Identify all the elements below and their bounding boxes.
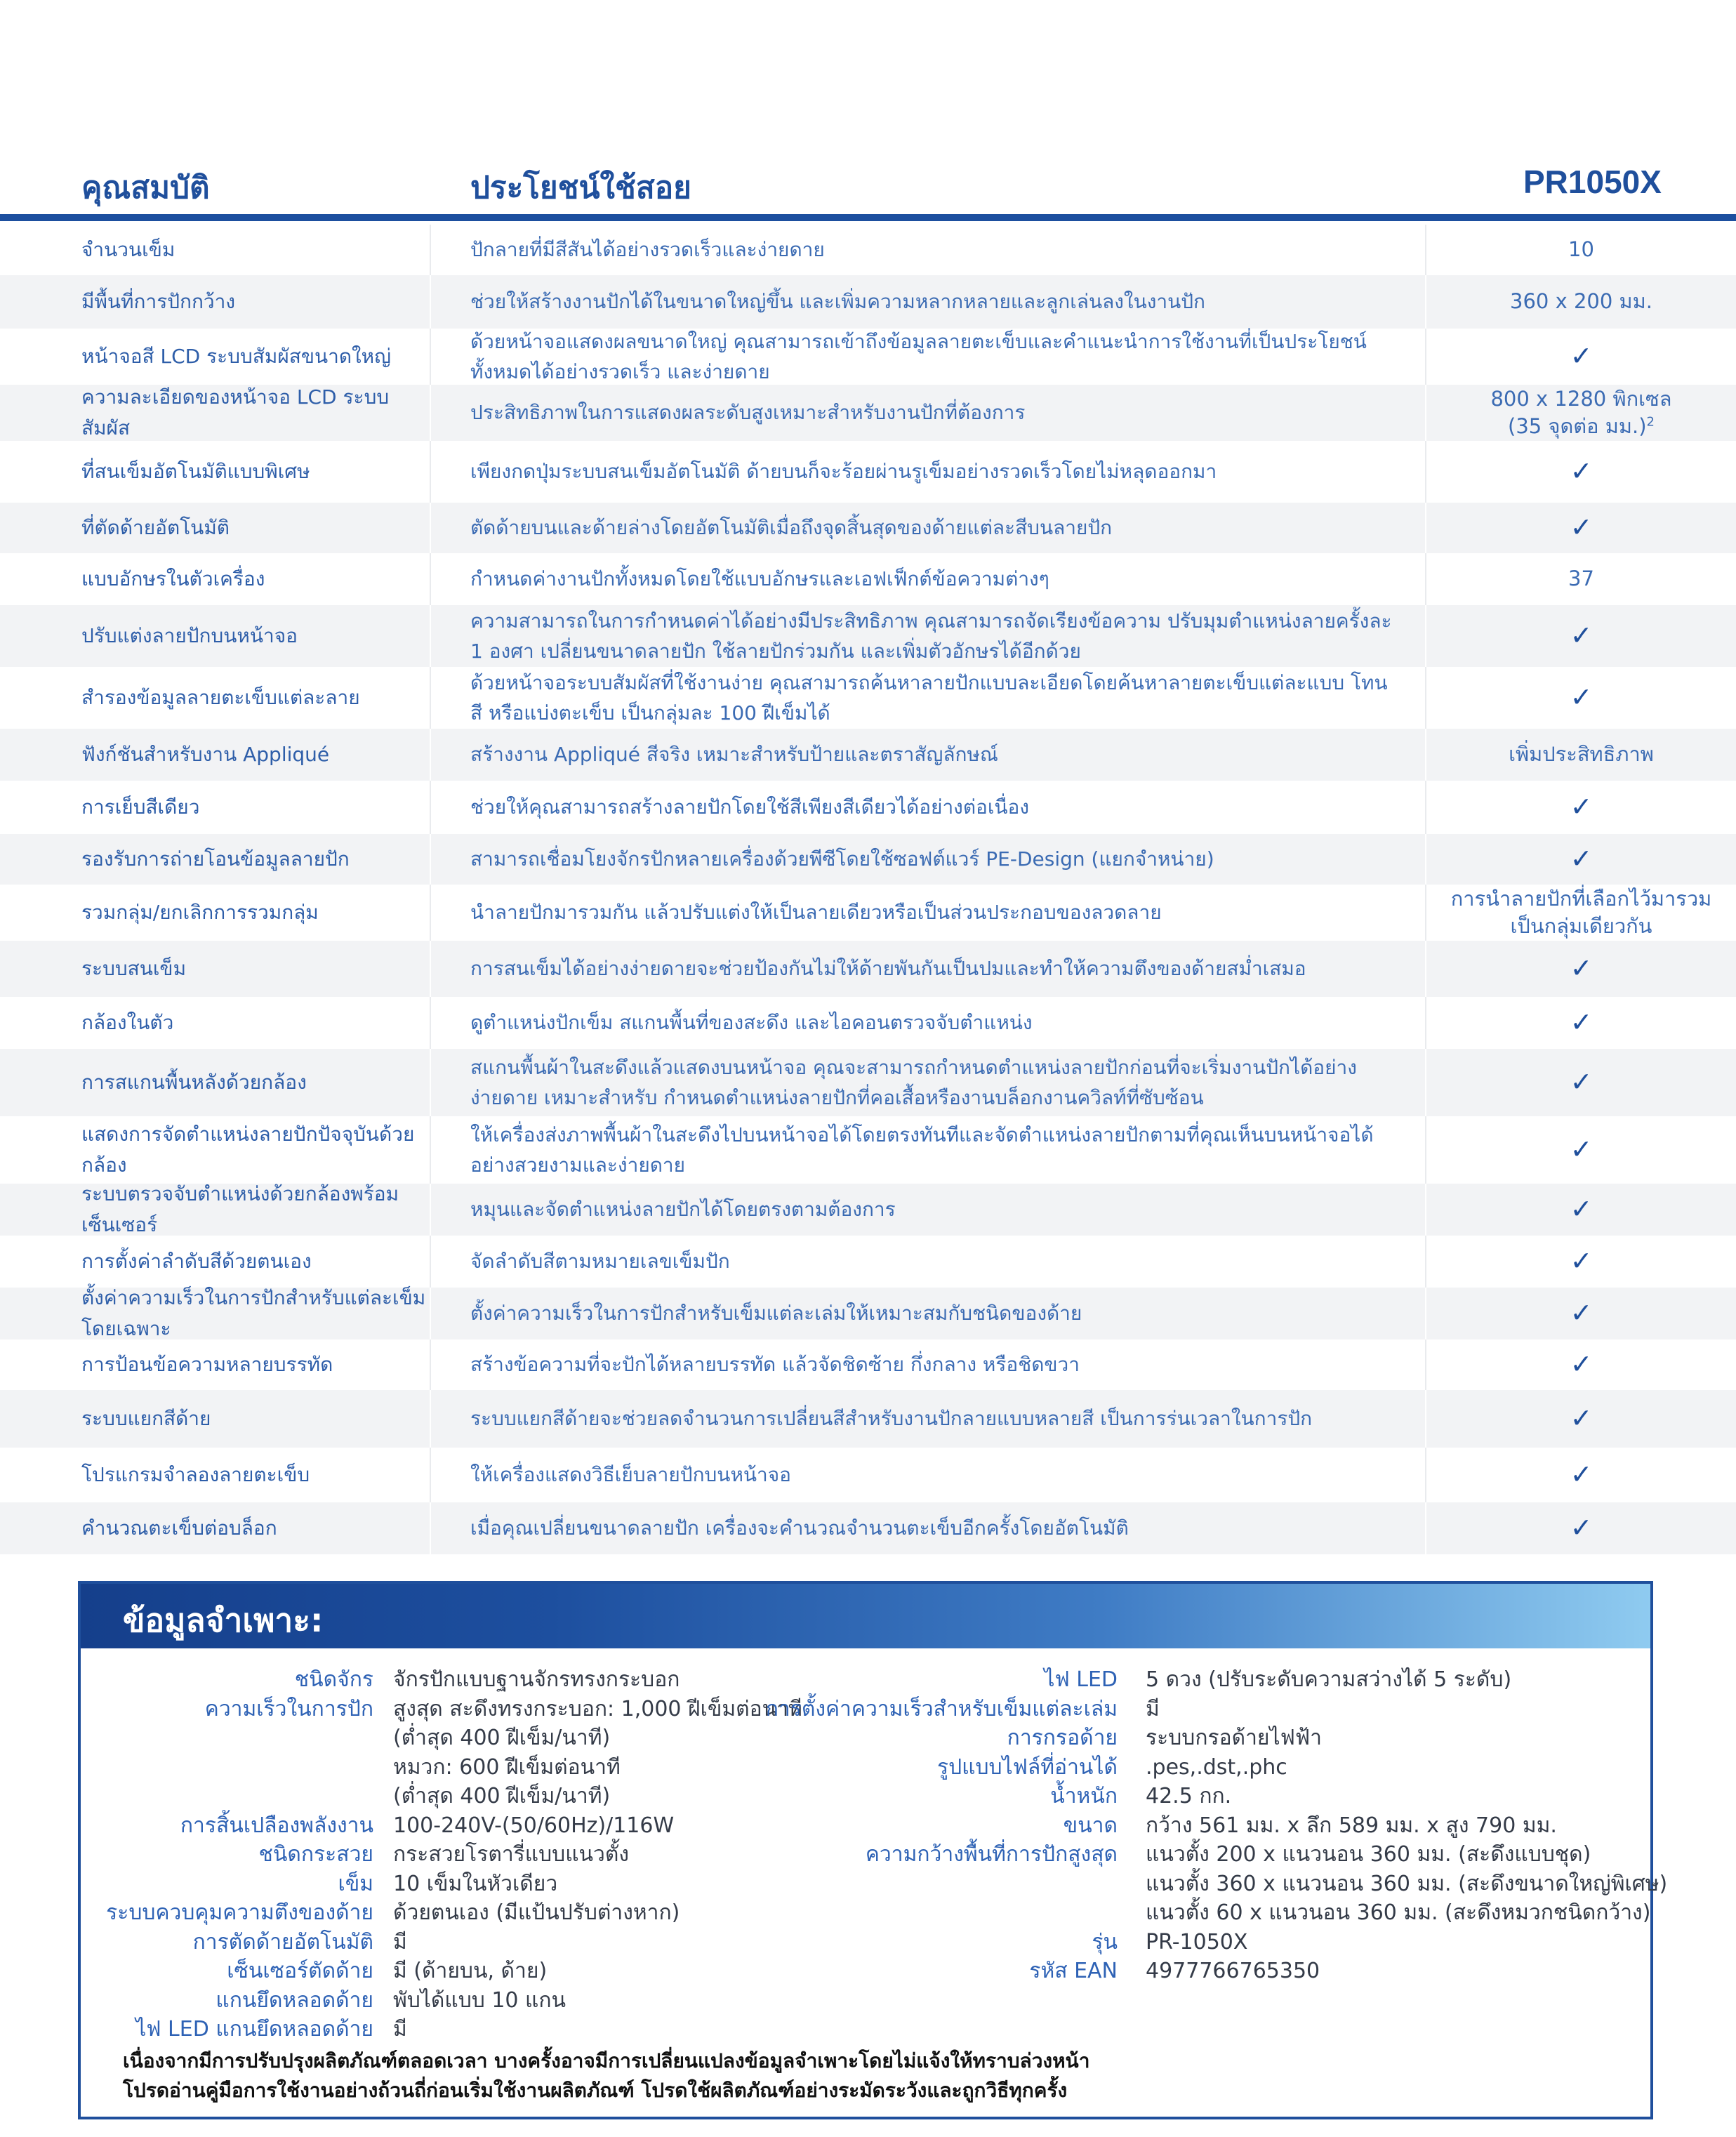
feature-benefit: ให้เครื่องแสดงวิธีเย็บลายปักบนหน้าจอ [431, 1448, 1426, 1502]
checkmark-icon [1426, 1448, 1736, 1502]
feature-value [1426, 553, 1736, 605]
check-icon: ✓ [1570, 1134, 1593, 1165]
feature-benefit: สแกนพื้นผ้าในสะดึงแล้วแสดงบนหน้าจอ คุณจะสามารถกำหนดตำแหน่งลายปักก่อนที่จะเริ่มงานปักได้อย่างง่ายดาย เหมาะสำหรับ กำหนดตำแหน่งลายปักที่คอเสื้อหรืองานบล็อกงานควิลท์ที่ซับซ้อน [431, 1049, 1426, 1116]
check-icon: ✓ [1570, 843, 1593, 875]
feature-value [1426, 729, 1736, 781]
feature-benefit: ช่วยให้สร้างงานปักได้ในขนาดใหญ่ขึ้น และเพิ่มความหลากหลายและลูกเล่นลงในงานปัก [431, 275, 1426, 329]
table-row [0, 885, 1736, 941]
feature-benefit: สร้างข้อความที่จะปักได้หลายบรรทัด แล้วจัดชิดซ้าย กึ่งกลาง หรือชิดขวา [431, 1339, 1426, 1390]
table-row [0, 941, 1736, 997]
checkmark-icon [1426, 1390, 1736, 1448]
table-row [0, 1049, 1736, 1116]
feature-name: การตั้งค่าลำดับสีด้วยตนเอง [0, 1236, 431, 1288]
header-rule [0, 214, 1736, 221]
spec-value: 42.5 กก. [1146, 1784, 1232, 1808]
feature-benefit: ให้เครื่องส่งภาพพื้นผ้าในสะดึงไปบนหน้าจอได้โดยตรงทันทีและจัดตำแหน่งลายปักตามที่คุณเห็นบนหน้าจอได้อย่างสวยงามและง่ายดาย [431, 1116, 1426, 1184]
spec-value: แนวตั้ง 360 x แนวนอน 360 มม. (สะดึงขนาดใหญ่พิเศษ) [1146, 1871, 1668, 1896]
check-icon: ✓ [1570, 1349, 1593, 1380]
check-icon: ✓ [1570, 1245, 1593, 1277]
spec-label: ไฟ LED แกนยึดหลอดด้าย [135, 2017, 373, 2042]
feature-benefit: สามารถเชื่อมโยงจักรปักหลายเครื่องด้วยพีซีโดยใช้ซอฟต์แวร์ PE-Design (แยกจำหน่าย) [431, 834, 1426, 885]
table-row [0, 834, 1736, 885]
value-line: 360 x 200 มม. [1510, 289, 1652, 314]
spec-value: ด้วยตนเอง (มีแป้นปรับต่างหาก) [393, 1900, 680, 1925]
spec-value: กว้าง 561 มม. x ลึก 589 มม. x สูง 790 มม. [1146, 1813, 1557, 1838]
spec-value: มี (ด้ายบน, ด้าย) [393, 1959, 548, 1983]
spec-label: ความกว้างพื้นที่การปักสูงสุด [865, 1842, 1118, 1867]
feature-benefit: ช่วยให้คุณสามารถสร้างลายปักโดยใช้สีเพียงสีเดียวได้อย่างต่อเนื่อง [431, 781, 1426, 834]
feature-value [1426, 885, 1736, 941]
table-row [0, 781, 1736, 834]
spec-label: การตั้งค่าความเร็วสำหรับเข็มแต่ละเล่ม [765, 1696, 1118, 1721]
checkmark-icon [1426, 834, 1736, 885]
feature-name: ที่ตัดด้ายอัตโนมัติ [0, 503, 431, 553]
feature-benefit: ตั้งค่าความเร็วในการปักสำหรับเข็มแต่ละเล่มให้เหมาะสมกับชนิดของด้าย [431, 1288, 1426, 1339]
spec-label: แกนยึดหลอดด้าย [216, 1987, 373, 2013]
spec-label: ความเร็วในการปัก [204, 1696, 373, 1721]
feature-name: หน้าจอสี LCD ระบบสัมผัสขนาดใหญ่ [0, 329, 431, 385]
value-line: การนำลายปักที่เลือกไว้มารวม [1450, 886, 1712, 911]
feature-benefit: นำลายปักมารวมกัน แล้วปรับแต่งให้เป็นลายเดียวหรือเป็นส่วนประกอบของลวดลาย [431, 885, 1426, 941]
spec-label: ไฟ LED [1044, 1667, 1118, 1692]
feature-name: ระบบสนเข็ม [0, 941, 431, 997]
check-icon: ✓ [1570, 512, 1593, 543]
feature-benefit: ด้วยหน้าจอแสดงผลขนาดใหญ่ คุณสามารถเข้าถึงข้อมูลลายตะเข็บและคำแนะนำการใช้งานที่เป็นประโยชน์ทั้งหมดได้อย่างรวดเร็ว และง่ายดาย [431, 329, 1426, 385]
check-icon: ✓ [1570, 1512, 1593, 1544]
features-table [0, 225, 1736, 1554]
check-icon: ✓ [1570, 1459, 1593, 1490]
spec-value: PR-1050X [1146, 1929, 1248, 1954]
table-row [0, 1116, 1736, 1184]
table-row [0, 441, 1736, 503]
spec-value: ระบบกรอด้ายไฟฟ้า [1146, 1726, 1322, 1750]
feature-benefit: หมุนและจัดตำแหน่งลายปักได้โดยตรงตามต้องการ [431, 1184, 1426, 1236]
table-row [0, 1184, 1736, 1236]
feature-name: ตั้งค่าความเร็วในการปักสำหรับแต่ละเข็มโดยเฉพาะ [0, 1288, 431, 1339]
checkmark-icon [1426, 1339, 1736, 1390]
checkmark-icon [1426, 1184, 1736, 1236]
feature-name: ระบบตรวจจับตำแหน่งด้วยกล้องพร้อมเซ็นเซอร์ [0, 1184, 431, 1236]
spec-value: มี [1146, 1696, 1160, 1721]
spec-value: 100-240V-(50/60Hz)/116W [393, 1813, 675, 1838]
spec-value: จักรปักแบบฐานจักรทรงกระบอก [393, 1667, 680, 1692]
feature-name: กล้องในตัว [0, 997, 431, 1049]
spec-title: ข้อมูลจำเพาะ: [123, 1601, 324, 1639]
spec-label: การตัดด้ายอัตโนมัติ [192, 1929, 373, 1954]
value-line: 37 [1568, 567, 1594, 591]
spec-value: มี [393, 2017, 407, 2042]
feature-name: การเย็บสีเดียว [0, 781, 431, 834]
spec-label: ระบบควบคุมความตึงของด้าย [106, 1900, 373, 1925]
spec-label: การกรอด้าย [1007, 1726, 1118, 1750]
feature-benefit: สร้างงาน Appliqué สีจริง เหมาะสำหรับป้ายและตราสัญลักษณ์ [431, 729, 1426, 781]
check-icon: ✓ [1570, 1297, 1593, 1329]
spec-value: หมวก: 600 ฝีเข็มต่อนาที [393, 1754, 621, 1780]
spec-note-line-1: เนื่องจากมีการปรับปรุงผลิตภัณฑ์ตลอดเวลา บางครั้งอาจมีการเปลี่ยนแปลงข้อมูลจำเพาะโดยไม่แจ้งให้ทราบล่วงหน้า [123, 2049, 1090, 2072]
checkmark-icon [1426, 1502, 1736, 1554]
spec-note-line-2: โปรดอ่านคู่มือการใช้งานอย่างถ้วนถี่ก่อนเริ่มใช้งานผลิตภัณฑ์ โปรดใช้ผลิตภัณฑ์อย่างระมัดระวังและถูกวิธีทุกครั้ง [123, 2079, 1068, 2102]
table-row [0, 667, 1736, 729]
checkmark-icon [1426, 605, 1736, 667]
spec-value: (ต่ำสุด 400 ฝีเข็ม/นาที) [393, 1726, 611, 1750]
spec-label: น้ำหนัก [1050, 1784, 1118, 1808]
check-icon: ✓ [1570, 682, 1593, 713]
spec-label: รูปแบบไฟล์ที่อ่านได้ [936, 1754, 1118, 1780]
check-icon: ✓ [1570, 791, 1593, 823]
check-icon: ✓ [1570, 1403, 1593, 1434]
feature-value [1426, 385, 1736, 441]
spec-label: ชนิดกระสวย [258, 1842, 373, 1867]
table-row [0, 1448, 1736, 1502]
table-row [0, 553, 1736, 605]
table-row [0, 385, 1736, 441]
spec-value: แนวตั้ง 200 x แนวนอน 360 มม. (สะดึงแบบชุด) [1146, 1842, 1591, 1867]
checkmark-icon [1426, 329, 1736, 385]
table-row [0, 1502, 1736, 1554]
spec-value: กระสวยโรตารี่แบบแนวตั้ง [393, 1842, 630, 1867]
table-row [0, 997, 1736, 1049]
feature-benefit: ดูตำแหน่งปักเข็ม สแกนพื้นที่ของสะดึง และไอคอนตรวจจับตำแหน่ง [431, 997, 1426, 1049]
checkmark-icon [1426, 667, 1736, 729]
spec-label: รหัส EAN [1029, 1959, 1118, 1983]
spec-value: พับได้แบบ 10 แกน [393, 1987, 566, 2013]
value-line: 800 x 1280 พิกเซล [1490, 386, 1672, 411]
check-icon: ✓ [1570, 456, 1593, 487]
spec-value: .pes,.dst,.phc [1146, 1754, 1287, 1780]
feature-name: การสแกนพื้นหลังด้วยกล้อง [0, 1049, 431, 1116]
checkmark-icon [1426, 781, 1736, 834]
feature-benefit: ความสามารถในการกำหนดค่าได้อย่างมีประสิทธิภาพ คุณสามารถจัดเรียงข้อความ ปรับมุมตำแหน่งลายครั้งละ 1 องศา เปลี่ยนขนาดลายปัก ใช้ลายปักร่วมกัน และเพิ่มตัวอักษรได้อีกด้วย [431, 605, 1426, 667]
spec-value: แนวตั้ง 60 x แนวนอน 360 มม. (สะดึงหมวกชนิดกว้าง) [1146, 1900, 1651, 1925]
header-benefit: ประโยชน์ใช้สอย [470, 170, 691, 206]
feature-benefit: จัดลำดับสีตามหมายเลขเข็มปัก [431, 1236, 1426, 1288]
feature-benefit: เมื่อคุณเปลี่ยนขนาดลายปัก เครื่องจะคำนวณจำนวนตะเข็บอีกครั้งโดยอัตโนมัติ [431, 1502, 1426, 1554]
spec-value: (ต่ำสุด 400 ฝีเข็ม/นาที) [393, 1784, 611, 1808]
checkmark-icon [1426, 503, 1736, 553]
feature-benefit: เพียงกดปุ่มระบบสนเข็มอัตโนมัติ ด้ายบนก็จะร้อยผ่านรูเข็มอย่างรวดเร็วโดยไม่หลุดออกมา [431, 441, 1426, 503]
check-icon: ✓ [1570, 1193, 1593, 1225]
check-icon: ✓ [1570, 953, 1593, 984]
feature-name: โปรแกรมจำลองลายตะเข็บ [0, 1448, 431, 1502]
feature-name: แบบอักษรในตัวเครื่อง [0, 553, 431, 605]
feature-value [1426, 275, 1736, 329]
check-icon: ✓ [1570, 620, 1593, 651]
header-feature: คุณสมบัติ [81, 170, 210, 206]
table-row [0, 503, 1736, 553]
table-row [0, 225, 1736, 275]
value-line: เป็นกลุ่มเดียวกัน [1510, 914, 1652, 938]
feature-benefit: ด้วยหน้าจอระบบสัมผัสที่ใช้งานง่าย คุณสามารถค้นหาลายปักแบบละเอียดโดยค้นหาลายตะเข็บแต่ละแบบ โทนสี หรือแบ่งตะเข็บ เป็นกลุ่มละ 100 ฝีเข็มได้ [431, 667, 1426, 729]
feature-value [1426, 225, 1736, 275]
checkmark-icon [1426, 1236, 1736, 1288]
table-row [0, 1288, 1736, 1339]
feature-benefit: การสนเข็มได้อย่างง่ายดายจะช่วยป้องกันไม่ให้ด้ายพันกันเป็นปมและทำให้ความตึงของด้ายสม่ำเสมอ [431, 941, 1426, 997]
check-icon: ✓ [1570, 1007, 1593, 1038]
feature-name: ปรับแต่งลายปักบนหน้าจอ [0, 605, 431, 667]
table-header [0, 0, 1736, 218]
feature-benefit: ปักลายที่มีสีสันได้อย่างรวดเร็วและง่ายดาย [431, 225, 1426, 275]
spec-label: เซ็นเซอร์ตัดด้าย [227, 1959, 373, 1983]
feature-benefit: ประสิทธิภาพในการแสดงผลระดับสูงเหมาะสำหรับงานปักที่ต้องการ [431, 385, 1426, 441]
feature-name: ความละเอียดของหน้าจอ LCD ระบบสัมผัส [0, 385, 431, 441]
spec-value: 10 เข็มในหัวเดียว [393, 1871, 558, 1896]
superscript: 2 [1646, 414, 1655, 430]
spec-label: รุ่น [1092, 1929, 1118, 1954]
feature-name: รองรับการถ่ายโอนข้อมูลลายปัก [0, 834, 431, 885]
feature-name: จำนวนเข็ม [0, 225, 431, 275]
checkmark-icon [1426, 941, 1736, 997]
table-row [0, 605, 1736, 667]
feature-name: ที่สนเข็มอัตโนมัติแบบพิเศษ [0, 441, 431, 503]
spec-header [81, 1584, 1650, 1648]
spec-box [78, 1581, 1668, 2119]
feature-name: การป้อนข้อความหลายบรรทัด [0, 1339, 431, 1390]
feature-benefit: ระบบแยกสีด้ายจะช่วยลดจำนวนการเปลี่ยนสีสำหรับงานปักลายแบบหลายสี เป็นการร่นเวลาในการปัก [431, 1390, 1426, 1448]
spec-label: เข็ม [338, 1871, 373, 1896]
value-line: 10 [1568, 237, 1594, 262]
checkmark-icon [1426, 1288, 1736, 1339]
feature-name: มีพื้นที่การปักกว้าง [0, 275, 431, 329]
table-row [0, 1236, 1736, 1288]
table-row [0, 729, 1736, 781]
feature-name: สำรองข้อมูลลายตะเข็บแต่ละลาย [0, 667, 431, 729]
spec-value: มี [393, 1929, 407, 1954]
table-row [0, 1339, 1736, 1390]
table-row [0, 1390, 1736, 1448]
feature-name: ระบบแยกสีด้าย [0, 1390, 431, 1448]
check-icon: ✓ [1570, 1066, 1593, 1098]
feature-name: คำนวณตะเข็บต่อบล็อก [0, 1502, 431, 1554]
value-line: เพิ่มประสิทธิภาพ [1509, 742, 1654, 767]
checkmark-icon [1426, 1116, 1736, 1184]
spec-label: การสิ้นเปลืองพลังงาน [180, 1813, 373, 1838]
spec-value: 5 ดวง (ปรับระดับความสว่างได้ 5 ระดับ) [1146, 1667, 1512, 1692]
spec-label: ชนิดจักร [294, 1667, 373, 1692]
header-model: PR1050X [1523, 164, 1662, 200]
feature-benefit: ตัดด้ายบนและด้ายล่างโดยอัตโนมัติเมื่อถึงจุดสิ้นสุดของด้ายแต่ละสีบนลายปัก [431, 503, 1426, 553]
feature-name: แสดงการจัดตำแหน่งลายปักปัจจุบันด้วยกล้อง [0, 1116, 431, 1184]
table-row [0, 329, 1736, 385]
feature-benefit: กำหนดค่างานปักทั้งหมดโดยใช้แบบอักษรและเอฟเฟ็กต์ข้อความต่างๆ [431, 553, 1426, 605]
checkmark-icon [1426, 1049, 1736, 1116]
checkmark-icon [1426, 441, 1736, 503]
spec-label: ขนาด [1063, 1813, 1118, 1838]
table-row [0, 275, 1736, 329]
feature-name: รวมกลุ่ม/ยกเลิกการรวมกลุ่ม [0, 885, 431, 941]
spec-value: 4977766765350 [1146, 1959, 1320, 1983]
value-line: (35 จุดต่อ มม.)$^2$ [1508, 414, 1655, 438]
spec-value: สูงสุด สะดึงทรงกระบอก: 1,000 ฝีเข็มต่อนาที [393, 1696, 802, 1721]
check-icon: ✓ [1570, 340, 1593, 372]
checkmark-icon [1426, 997, 1736, 1049]
feature-name: ฟังก์ชันสำหรับงาน Appliqué [0, 729, 431, 781]
